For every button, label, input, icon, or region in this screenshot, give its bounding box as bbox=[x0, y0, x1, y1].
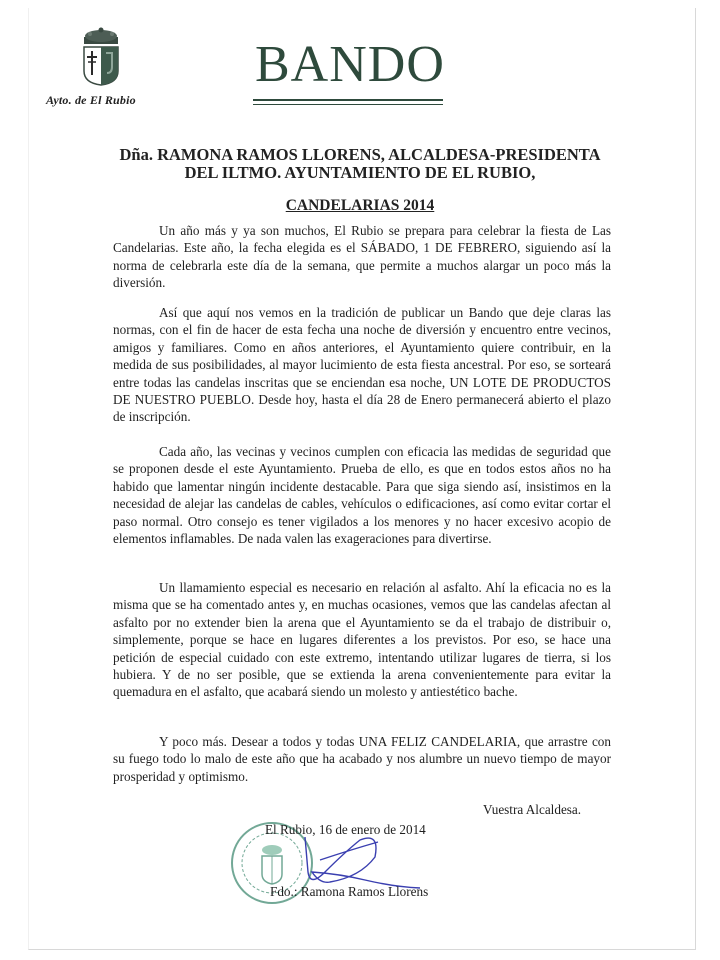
body-paragraph: Cada año, las vecinas y vecinos cumplen con eficacia las medidas de seguridad que se proponen desde el este Ayuntamiento. Prueba de ello, es que en todos estos años no ha habido que lamentar ningún incidente destacable. Para que siga siendo así, insistimos en la necesidad de alejar las candelas de cables, vehículos o edificaciones, así como evitar cortar el paso normal. Otro consejo es tener vigilados a los menores y no hacer excesivo acopio de elementos inflamables. De nada valen las exageraciones para divertirse. bbox=[113, 444, 611, 547]
body-paragraph: Así que aquí nos vemos en la tradición de publicar un Bando que deje claras las normas, con el fin de hacer de esta fecha una noche de diversión y encuentro entre vecinos, amigos y familiares. Como en años anteriores, el Ayuntamiento quiere contribuir, en la medida de sus posibilidades, al mayor lucimiento de esta fiesta ancestral. Por eso, se sorteará entre todas las candelas inscritas que se enciendan esa noche, UN LOTE DE PRODUCTOS DE NUESTRO PUEBLO. Desde hoy, hasta el día 28 de Enero permanecerá abierto el plazo de inscripción. bbox=[113, 305, 611, 425]
logo-caption: Ayto. de El Rubio bbox=[46, 93, 136, 107]
signed-by: Fdo.: Ramona Ramos Llorens bbox=[270, 884, 429, 899]
handwritten-signature bbox=[300, 832, 435, 892]
place-and-date: El Rubio, 16 de enero de 2014 bbox=[265, 822, 426, 837]
valediction: Vuestra Alcaldesa. bbox=[483, 802, 582, 817]
body-paragraph: Y poco más. Desear a todos y todas UNA FELIZ CANDELARIA, que arrastre con su fuego todo lo malo de este año que ha acabado y nos alumbre un nuevo tiempo de mayor prosperidad y optimismo. bbox=[113, 734, 611, 784]
body-paragraph: Un año más y ya son muchos, El Rubio se prepara para celebrar la fiesta de Las Candelarias. Este año, la fecha elegida es el SÁBADO, 1 DE FEBRERO, siguiendo así la norma de celebrarla este día de la semana, que permite a muchos alargar un poco más la diversión. bbox=[113, 223, 611, 291]
crown-icon bbox=[84, 28, 118, 45]
document-subtitle: CANDELARIAS 2014 bbox=[285, 197, 435, 214]
issuer-line-2: DEL ILTMO. AYUNTAMIENTO DE EL RUBIO, bbox=[184, 163, 536, 182]
issuer-line-1: Dña. RAMONA RAMOS LLORENS, ALCALDESA-PRESIDENTA bbox=[119, 145, 601, 164]
document-title: BANDO bbox=[255, 36, 445, 93]
body-paragraph: Un llamamiento especial es necesario en relación al asfalto. Ahí la eficacia no es la misma que se ha comentado antes y, en muchas ocasiones, vemos que las candelas afectan al asfalto por no extender bien la arena que el Ayuntamiento se da el trabajo de distribuir o, simplemente, porque se hace en lugares diferentes a los previstos. Por eso, se hace una petición de especial cuidado con este extremo, intentando utilizar lugares de tierra, si los hubiera. Y de no ser posible, que se extienda la arena convenientemente para evitar la quemadura en el asfalto, que acabará siendo un molesto y antiestético bache. bbox=[113, 580, 611, 700]
shield-icon bbox=[84, 47, 118, 85]
coat-of-arms-logo bbox=[78, 27, 124, 87]
title-underline bbox=[253, 99, 443, 105]
